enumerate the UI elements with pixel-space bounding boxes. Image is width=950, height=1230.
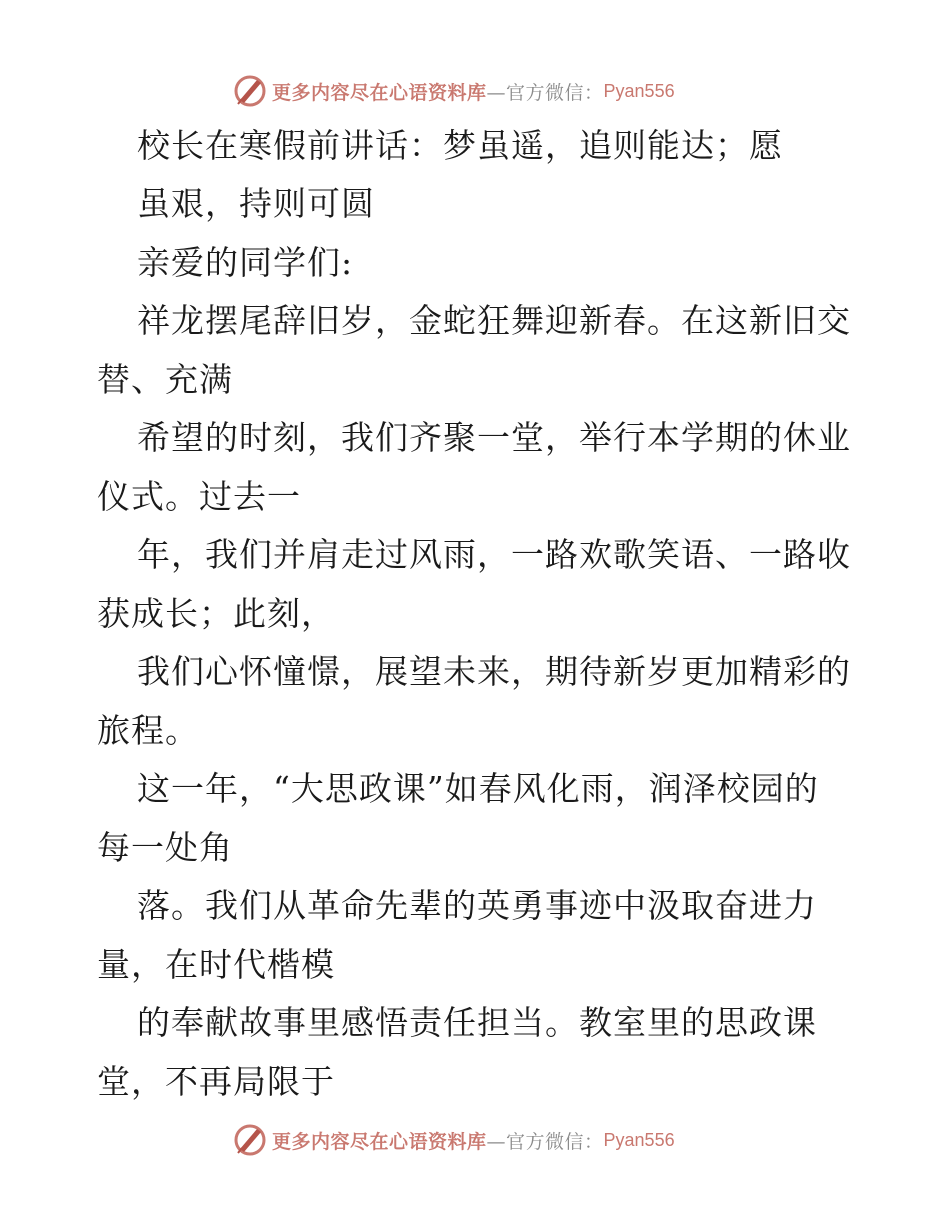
paragraph-line: 替、充满 — [97, 360, 233, 399]
paragraph-line: 希望的时刻，我们齐聚一堂，举行本学期的休业 — [137, 418, 851, 457]
watermark-id-text: Pyan556 — [603, 80, 675, 101]
paragraph-line: 的奉献故事里感悟责任担当。教室里的思政课 — [137, 1003, 817, 1042]
watermark-main-text: 更多内容尽在心语资料库 — [272, 1130, 487, 1153]
paragraph-line: 年，我们并肩走过风雨，一路欢歌笑语、一路收 — [137, 535, 851, 574]
paragraph-line: 获成长；此刻， — [97, 594, 335, 633]
watermark-separator-text: —官方微信： — [486, 81, 604, 104]
paragraph-line: 堂，不再局限于 — [97, 1062, 335, 1101]
watermark-separator-text: —官方微信： — [486, 1130, 604, 1153]
watermark-id-text: Pyan556 — [603, 1129, 675, 1150]
paragraph-line: 量，在时代楷模 — [97, 945, 335, 984]
title-line-2: 虽艰，持则可圆 — [137, 184, 375, 223]
title-line-1: 校长在寒假前讲话：梦虽遥，追则能达；愿 — [137, 126, 783, 165]
quill-logo-icon — [232, 1122, 268, 1158]
paragraph-line: 旅程。 — [97, 711, 199, 750]
paragraph-line: 这一年，“大思政课”如春风化雨，润泽校园的 — [137, 769, 819, 808]
paragraph-line: 祥龙摆尾辞旧岁，金蛇狂舞迎新春。在这新旧交 — [137, 301, 851, 340]
paragraph-line: 我们心怀憧憬，展望未来，期待新岁更加精彩的 — [137, 652, 851, 691]
salutation: 亲爱的同学们: — [137, 243, 354, 282]
watermark-main-text: 更多内容尽在心语资料库 — [272, 81, 487, 104]
paragraph-line: 每一处角 — [97, 828, 233, 867]
quill-logo-icon — [232, 73, 268, 109]
paragraph-line: 仪式。过去一 — [97, 477, 301, 516]
watermark-header — [232, 71, 675, 111]
paragraph-line: 落。我们从革命先辈的英勇事迹中汲取奋进力 — [137, 886, 817, 925]
watermark-footer — [232, 1120, 675, 1160]
